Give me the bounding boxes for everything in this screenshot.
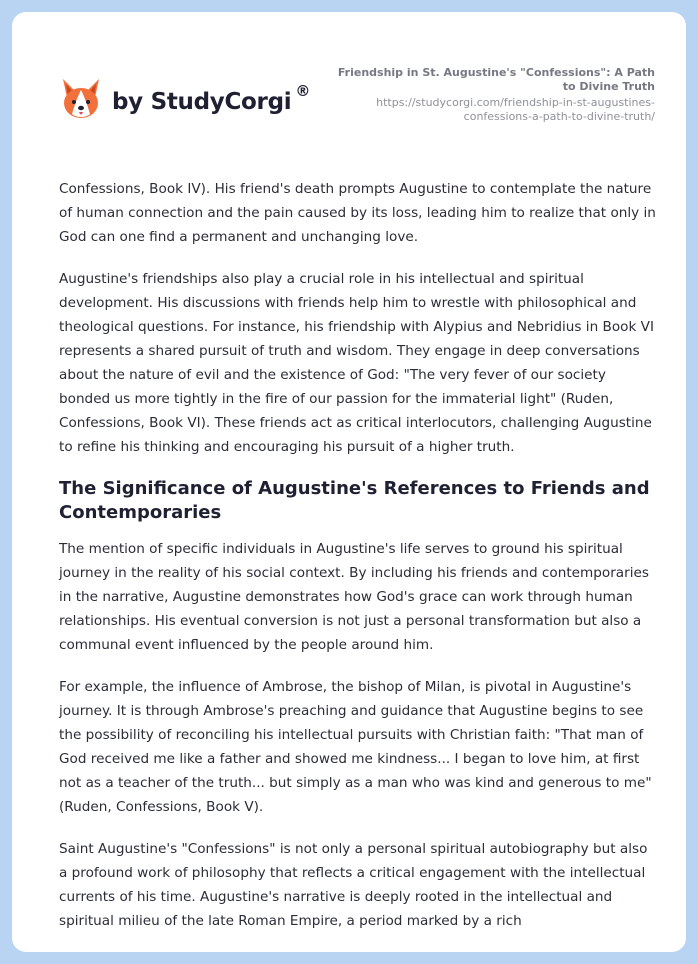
paragraph: Augustine's friendships also play a crucial role in his intellectual and spiritual development. His discussions with friends help him to wrestle with philosophical and theological questions. For instance, his friendship with Alypius and Nebridius in Book VI represents a shared pursuit of truth and wisdom. They engage in deep conversations about the nature of evil and the existence of God: "The very fever of our society bonded us more tightly in the fire of our passion for the immaterial light" (Ruden, Confessions, Book VI). These friends act as critical interlocutors, challenging Augustine to refine his thinking and encouraging his pursuit of a higher truth. [59, 271, 654, 455]
document-page [12, 12, 686, 952]
brand-name: by StudyCorgi [112, 89, 292, 115]
source-title: Friendship in St. Augustine's "Confessions": A Path to Divine Truth [337, 66, 655, 93]
corgi-icon [60, 76, 102, 124]
registered-mark: ® [295, 82, 311, 100]
paragraph: Saint Augustine's "Confessions" is not only a personal spiritual autobiography but also a profound work of philosophy that reflects a critical engagement with the intellectual currents of his time. Augustine's narrative is deeply rooted in the intellectual and spiritual milieu of the late Roman Empire, a period marked by a rich [59, 841, 648, 929]
essay-body [59, 177, 657, 951]
paragraph: Confessions, Book IV). His friend's death prompts Augustine to contemplate the nature of human connection and the pain caused by its loss, leading him to realize that only in God can one find a permanent and unchanging love. [59, 181, 656, 245]
studycorgi-logo[interactable] [60, 76, 310, 124]
paragraph: The mention of specific individuals in Augustine's life serves to ground his spiritual journey in the reality of his social context. By including his friends and contemporaries in the narrative, Augustine demonstrates how God's grace can work through human relationships. His eventual conversion is not just a personal transformation but also a communal event influenced by the people around him. [59, 541, 649, 653]
paragraph: For example, the influence of Ambrose, the bishop of Milan, is pivotal in Augustine's journey. It is through Ambrose's preaching and guidance that Augustine begins to see the possibility of reconciling his intellectual pursuits with Christian faith: "That man of God received me like a father and showed me kindness... I began to love him, at first not as a teacher of the truth... but simply as a man who was kind and generous to me" (Ruden, Confessions, Book V). [59, 679, 652, 815]
source-url[interactable]: https://studycorgi.com/friendship-in-st-augustines-confessions-a-path-to-divine-truth/ [376, 96, 655, 123]
section-heading: The Significance of Augustine's References to Friends and Contemporaries [59, 478, 650, 523]
source-info [335, 66, 655, 124]
